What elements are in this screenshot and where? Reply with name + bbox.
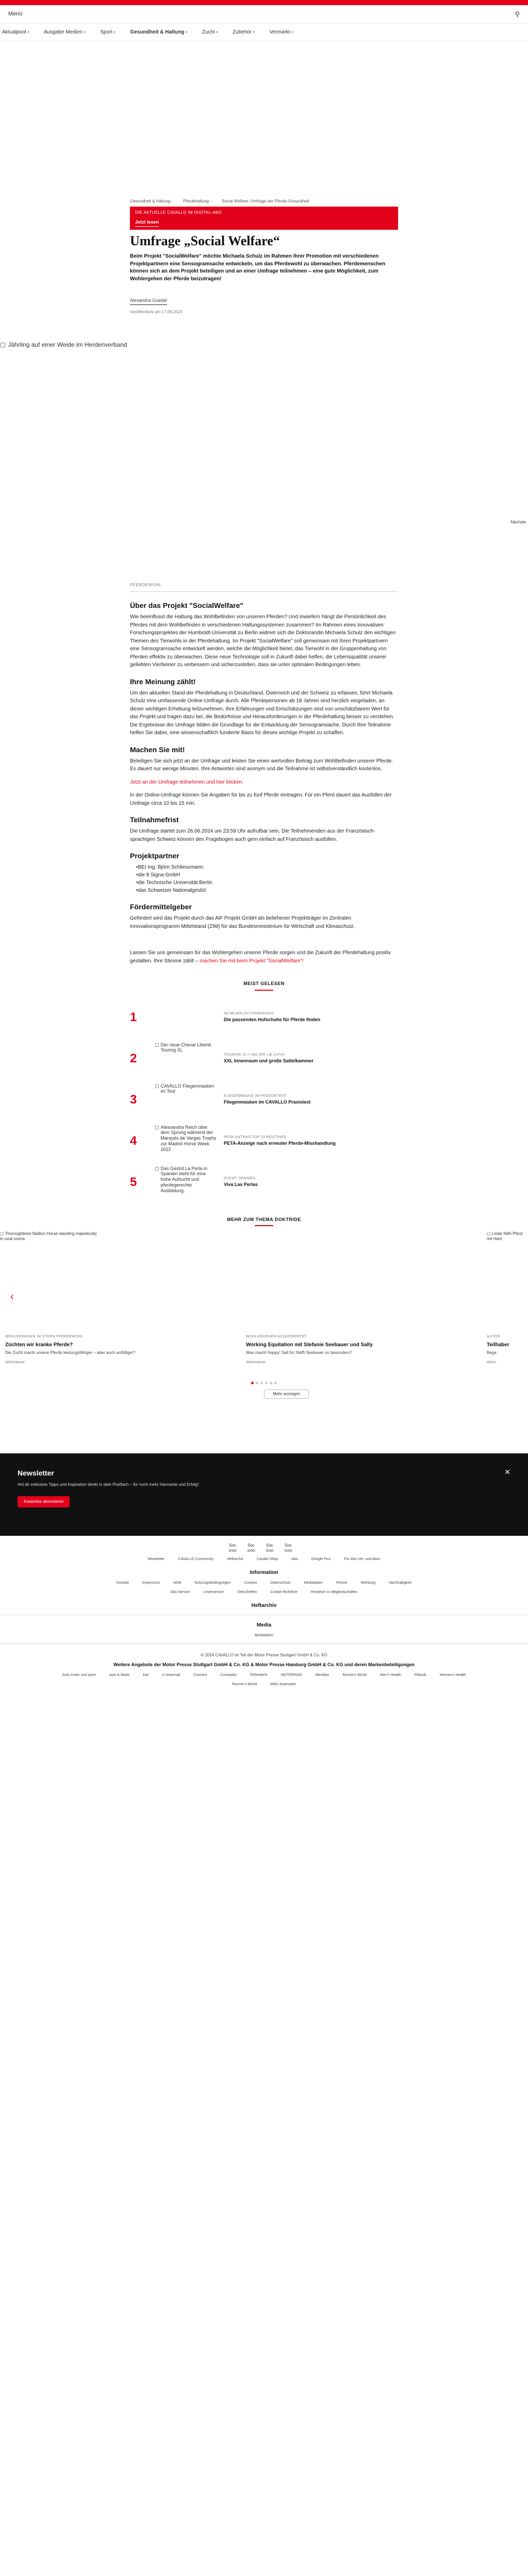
related-cards [0, 1334, 528, 1365]
nav-item-vermarkt[interactable]: Vermarkt ▾ [269, 28, 293, 36]
newsletter-text: Hol dir exklusive Tipps und Inspiration direkt in dein Postfach – für noch mehr Harmonie und Erfolg! [18, 1482, 199, 1487]
title-underline [255, 990, 273, 991]
footer-link[interactable]: Mediadaten [254, 1633, 274, 1637]
brand-links [0, 1673, 528, 1679]
footer-link[interactable]: Zeitschriften [237, 1590, 257, 1595]
site-footer [0, 1536, 528, 1688]
nav-item-gesundheit-haltung[interactable]: Gesundheit & Haltung ▾ [130, 28, 187, 36]
top-brand-strip [0, 0, 528, 5]
article-lead: Beim Projekt "SocialWelfare" möchte Michaela Schulz im Rahmen ihrer Promotion mit verschiedenen Projektpartnern eine Sensogramsache entwickeln, um das Pferdewohl zu überwachen. Pferdemenschen können sich an dem Projekt beteiligen und an einer Umfrage teilnehmen – eine gute Möglichkeit, zum Wohlergehen der Pferde beizutragen! [130, 253, 386, 282]
category-label: IM NEUEN GUTSPARADIES [224, 1011, 274, 1015]
broken-image-icon: ▢ [155, 1083, 159, 1089]
social-links [0, 1543, 528, 1553]
carousel-dot[interactable] [251, 1382, 254, 1384]
brand-link[interactable]: ci motorrad [162, 1673, 180, 1677]
paragraph: Gefördert wird das Projekt durch das AiF Projekt GmbH als beliehener Projektträger im Zentralen Innovationsprogramm Mittelstand (ZIM) für das Bundesministerium für Wirtschaft und Klimaschutz. [130, 916, 355, 929]
article-body [130, 582, 398, 1199]
partner-list [130, 863, 398, 894]
footer-link[interactable]: Nachhaltigkeit [389, 1581, 412, 1585]
footer-links [0, 1581, 528, 1586]
category-label: TOURING XL / HALTER LIE CHVH [224, 1053, 285, 1057]
closing-link[interactable]: machen Sie mit beim Projekt "SocialWelfare"! [200, 958, 304, 964]
thumbnail [155, 1001, 217, 1034]
category-label: FLIEGENMASKE IM PRODUKTEST [224, 1094, 287, 1098]
social-icon[interactable]: Soc icon [248, 1543, 255, 1553]
nav-item-sport[interactable]: Sport ▾ [100, 28, 116, 36]
footer-link[interactable]: Leserservice [203, 1590, 224, 1595]
card-meta: Wohnräume [5, 1360, 25, 1364]
broken-image-icon: ▢ [0, 341, 6, 349]
site-header [0, 5, 528, 24]
brand-links [0, 1682, 528, 1688]
card-title: Teilhaber [487, 1342, 509, 1348]
article-kicker: PFERDEWOHL [130, 583, 162, 588]
broken-image-icon: ▢ [0, 1231, 4, 1236]
footer-link[interactable]: Cookie-Richtlinie [270, 1590, 298, 1595]
ad-space [0, 41, 528, 198]
footer-link[interactable]: Hinweise zu Mitgliedschaften [310, 1590, 358, 1595]
footer-link[interactable]: CAVALLO Community [178, 1557, 214, 1562]
thumbnail: ▢ Der neue Chevat Libertè Touring XL [155, 1042, 217, 1075]
section-heading: Fördermittelgeber [130, 903, 192, 911]
broken-image-icon: ▢ [155, 1042, 159, 1047]
social-icon[interactable]: Soc icon [285, 1543, 292, 1553]
list-item: • die 8 Signa GmbH [136, 871, 398, 879]
brand-link[interactable]: Men's Health [380, 1673, 401, 1677]
page-title: Umfrage „Social Welfare“ [130, 233, 280, 248]
next-article-link[interactable]: Nächste [510, 520, 526, 525]
list-item[interactable] [130, 1001, 398, 1034]
broken-image-icon: ▢ [487, 1231, 491, 1236]
footer-link[interactable]: Mediadaten [304, 1581, 323, 1585]
newsletter-subscribe-button[interactable]: Kostenlos abonnieren [18, 1496, 70, 1507]
item-title: XXL Innenraum und große Sattelkammer [224, 1058, 314, 1064]
nav-item-aktualpool[interactable]: Aktualpool ▾ [2, 28, 29, 36]
carousel-dot[interactable] [270, 1382, 272, 1384]
footer-link[interactable]: Werbung [360, 1581, 376, 1585]
carousel-dot[interactable] [256, 1382, 258, 1384]
footer-links [0, 1633, 528, 1639]
footer-links [0, 1590, 528, 1596]
newsletter-title: Newsletter [18, 1469, 54, 1478]
brand-link[interactable]: Runners World [342, 1673, 367, 1677]
card-title: Züchten wir kranke Pferde? [5, 1342, 73, 1348]
item-title: Viva Las Perlas [224, 1182, 258, 1188]
nav-item-zucht[interactable]: Zucht ▾ [202, 28, 218, 36]
nav-item-ausgabe-medien[interactable]: Ausgabe Medien ▾ [44, 28, 86, 36]
related-card[interactable] [246, 1334, 401, 1365]
closing-paragraph: Lassen Sie uns gemeinsam für das Wohlergehen unserer Pferde sorgen und die Zukunft der Pferdehaltung positiv gestalten. Ihre Stimme zählt – machen Sie mit beim Projekt "SocialWelfare"! [130, 950, 391, 964]
footer-heading: Media [256, 1622, 272, 1628]
footer-link[interactable]: Cavallo Shop [256, 1557, 278, 1562]
brand-link[interactable]: Women's Health [439, 1673, 466, 1677]
list-item[interactable] [130, 1042, 398, 1075]
related-carousel [0, 1231, 528, 1376]
category-label: PETA-ANTRAG TOP 15 ROUTINES [224, 1135, 287, 1139]
carousel-dots [0, 1382, 528, 1384]
footer-link[interactable]: Datenschutz [270, 1581, 291, 1585]
footer-link[interactable]: Kontakt [116, 1581, 129, 1585]
show-more-button[interactable]: Mehr anzeigen [264, 1389, 309, 1399]
list-item[interactable] [130, 1125, 398, 1158]
brand-link[interactable]: auto & Mode [109, 1673, 130, 1677]
related-image[interactable]: ▢ Thoroughbred Stallion Horse standing majestically in rural scene. [0, 1231, 97, 1241]
paragraph: In der Online-Umfrage können Sie Angaben für bis zu fünf Pferde eintragen. Für ein Pferd dauert das Ausfüllen der Umfrage circa 10 bis 15 min. [130, 792, 392, 806]
item-title: Die passenden Hufschuhe für Pferde finden [224, 1017, 321, 1023]
list-item: • das Schweizer Nationalgestüt [136, 887, 398, 894]
hero-image [0, 340, 528, 582]
thumbnail: ▢ Alessandra Reich über dem Sprung während der Marqués de Vargas Trophy zur Madrid Horse Week 2022 [155, 1125, 217, 1158]
weitere-angebote: Weitere Angebote der Motor Presse Stuttgart GmbH & Co. KG & Motor Presse Hamburg GmbH & Co. KG und deren Markenbeteiligungen [113, 1662, 415, 1668]
most-read-section [130, 980, 398, 1199]
card-description: Was macht Happy’ Sall für Steffi Seebauer so besonders? [246, 1350, 352, 1355]
copyright: © 2024 CAVALLO ist Teil der Motor Presse Stuttgart GmbH & Co. KG [201, 1653, 327, 1658]
breadcrumb-item: Social Welfare: Umfrage der Pferde-Gesundheit [221, 199, 309, 204]
carousel-dot[interactable] [265, 1382, 268, 1384]
breadcrumb [130, 198, 398, 205]
footer-link[interactable]: Cookies [244, 1581, 257, 1585]
brand-link[interactable]: Runner's World [232, 1683, 257, 1687]
footer-link[interactable]: Impressum [142, 1581, 160, 1585]
footer-link[interactable]: Google Pics [311, 1557, 331, 1562]
section-heading: Teilnahmefrist [130, 816, 179, 824]
category-label: AUTOR [487, 1335, 500, 1339]
brand-link[interactable]: Mehr Automarkt [270, 1683, 296, 1687]
footer-link[interactable]: Abo Service [170, 1590, 190, 1595]
card-description: Bega [487, 1350, 497, 1355]
brand-link[interactable]: MOTORRAD [280, 1673, 302, 1677]
footer-links [0, 1557, 528, 1563]
rank-number: 5 [130, 1175, 137, 1189]
related-image[interactable]: ▢ Linda Teilh Pferd mit Ham [487, 1231, 523, 1241]
promo-button[interactable]: Jetzt lesen [135, 219, 159, 227]
breadcrumb-item[interactable]: Gesundheit & Haltung › [130, 198, 173, 205]
brand-link[interactable]: Auto motor und sport [62, 1673, 96, 1677]
search-icon[interactable]: ⚲ [515, 10, 520, 18]
list-item[interactable] [130, 1166, 398, 1199]
footer-link[interactable]: Presse [336, 1581, 348, 1585]
related-card[interactable] [487, 1334, 523, 1365]
brand-link[interactable]: Crosstabs [220, 1673, 237, 1677]
paragraph: Wie beeinflusst die Haltung das Wohlbefinden von unseren Pferden? Und inwiefern hängt die Persönlichkeit des Pferdes mit dem Wohlbefinden in verschiedenen Haltungssystemen zusammen? Im Rahmen eines innovativen Forschungsprojektes der Humboldt-Universität zu Berlin widmet sich die Doktorandin Michaela Schulz den wichtigen Themen des Tierwohls in der Pferdehaltung. Im Projekt "SocialWelfare" soll gemeinsam mit ihren Projektpartnern eine Sensogramsache entwickelt werden, welche die Möglichkeit bietet, das Tierwohl in der Gruppenhaltung von Pferden effektiv zu überwachen. Diese neue Technologie soll in Zukunft dabei helfen, die Lebensqualität unserer geliebten Vierbeiner zu verbessern und sicherzustellen, dass sie unter optimalen Bedingungen leben. [130, 614, 396, 668]
footer-heading: Information [250, 1569, 278, 1575]
footer-link[interactable]: Abo [291, 1557, 298, 1562]
breadcrumb-item[interactable]: Pferdehaltung › [183, 198, 211, 205]
survey-link[interactable]: Jetzt an der Umfrage teilnehmen und hier klicken. [130, 779, 244, 785]
rank-number: 1 [130, 1010, 137, 1024]
carousel-dot[interactable] [260, 1382, 263, 1384]
brand-link[interactable]: Pefriedertz [250, 1673, 268, 1677]
broken-image-icon: ▢ [155, 1165, 159, 1171]
brand-link[interactable]: Meridian [315, 1673, 329, 1677]
thumbnail: ▢ Das Gestüt La Perla in Spanien steht für eine hohe Aufzucht und pferdegerechte Ausbildung. [155, 1166, 217, 1199]
footer-link[interactable]: Nutzungsbedingungen [194, 1581, 231, 1585]
section-heading: Über das Projekt "SocialWelfare" [130, 601, 243, 610]
list-item: • die Technische Universität Berlin [136, 879, 398, 887]
paragraph: Die Umfrage startet zum 26.06.2024 um 23:59 Uhr aufrufbar sein. Die Teilnehmenden aus der Französisch-sprachigen Schweiz können den Fragebogen auch gern einfach auf Französisch ausfüllen. [130, 828, 375, 842]
brand-link[interactable]: Fitbook [414, 1673, 426, 1677]
footer-link[interactable]: Newsletter [147, 1557, 165, 1562]
related-card[interactable] [5, 1334, 160, 1365]
item-title: PETA-Anzeige nach erneuter Pferde-Misshandlung [224, 1141, 336, 1146]
article-header [130, 198, 398, 315]
footer-link[interactable]: AGB [173, 1581, 182, 1585]
footer-link[interactable]: Für Abo-Ver. und Abos [344, 1557, 381, 1562]
card-description: Die Zucht macht unsere Pferde leistungsfähiger – aber auch anfälliger? [5, 1350, 136, 1355]
rank-number: 2 [130, 1051, 137, 1065]
paragraph: Beteiligen Sie sich jetzt an der Umfrage und leisten Sie einen wertvollen Beitrag zum Wohlbefinden unserer Pferde. Es dauert nur wenige Minuten. Ihre Antworten sind anonym und die Teilnahme ist selbstverständlich kostenlos. [130, 758, 393, 772]
section-heading: Projektpartner [130, 852, 179, 860]
promo-overline: DIE AKTUELLE CAVALLO IM DIGITAL-ABO [135, 210, 222, 215]
card-title: Working Equitation mit Stefanie Seebauer und Sally [246, 1342, 373, 1348]
divider [130, 591, 398, 592]
card-meta: Wohnräume [246, 1360, 266, 1364]
nav-item-zubehoer[interactable]: Zubehör ▾ [233, 28, 255, 36]
carousel-dot[interactable] [274, 1382, 277, 1384]
social-icon[interactable]: Soc icon [266, 1543, 274, 1553]
category-label: WOHLERGEHEN IM STERN PFERDEWOHL [5, 1335, 84, 1339]
paragraph: Um den aktuellen Stand der Pferdehaltung in Deutschland, Österreich und der Schweiz zu erfassen, führt Michaela Schulz eine umfassende Online-Umfrage durch. Alle Pferdepersonen ab 18 Jahren sind herzlich eingeladen, an dieser wichtigen Erhebung teilzunehmen. Ihre Erfahrungen und Einschätzungen sind von unschätzbarem Wert für das Projekt und tragen dazu bei, die Bedürfnisse und Herausforderungen in der Pferdehaltung besser zu verstehen. Die Ergebnisse der Umfrage bilden die Grundlage für die Entwicklung der Sensogramsache. Durch Ihre Teilnahme helfen Sie dabei, eine wissenschaftlich fundierte Basis für dieses wichtige Projekt zu schaffen. [130, 690, 394, 736]
thumbnail: ▢ CAVALLO Fliegenmasken im Test [155, 1083, 217, 1116]
section-heading: Ihre Meinung zählt! [130, 677, 196, 686]
footer-link[interactable]: Heftarchiv [227, 1557, 243, 1562]
category-label: WOHLERGEHEN AUSGEWERTET [246, 1335, 307, 1339]
newsletter-banner [0, 1453, 528, 1536]
related-section [0, 1216, 528, 1399]
list-item[interactable] [130, 1083, 398, 1116]
author-link[interactable]: Alexandra Goedel [130, 297, 167, 305]
divider [0, 1643, 528, 1644]
published-date: Veröffentlicht am 17.06.2024 [130, 310, 183, 315]
chevron-left-icon[interactable]: ‹ [10, 1291, 14, 1303]
digital-abo-promo [130, 207, 398, 230]
brand-link[interactable]: Kar [143, 1673, 149, 1677]
rank-number: 4 [130, 1133, 137, 1148]
close-icon[interactable]: ✕ [504, 1468, 510, 1477]
social-icon[interactable]: Soc icon [229, 1543, 237, 1553]
most-read-title: MEIST GELESEN [243, 981, 285, 987]
menu-button[interactable]: Menü [8, 11, 23, 18]
category-label: ZUCHT, SPANIEN [224, 1176, 256, 1180]
item-title: Fliegenmasken im CAVALLO Praxistest [224, 1099, 311, 1105]
list-item: • BEI Ing. Björn Schliessmann [136, 863, 398, 871]
footer-heading[interactable]: Heftarchiv [251, 1602, 277, 1608]
brand-link[interactable]: Connect [193, 1673, 207, 1677]
card-meta: Wohn [487, 1360, 497, 1364]
section-heading: Machen Sie mit! [130, 745, 185, 754]
title-underline [255, 1225, 273, 1226]
related-title: MEHR ZUM THEMA DOKTRIDE [227, 1216, 301, 1222]
broken-image-icon: ▢ [155, 1124, 159, 1130]
hero-image-alt: ▢ Jährling auf einer Weide im Herdenverband [0, 341, 127, 349]
rank-number: 3 [130, 1092, 137, 1107]
main-nav [0, 24, 528, 41]
